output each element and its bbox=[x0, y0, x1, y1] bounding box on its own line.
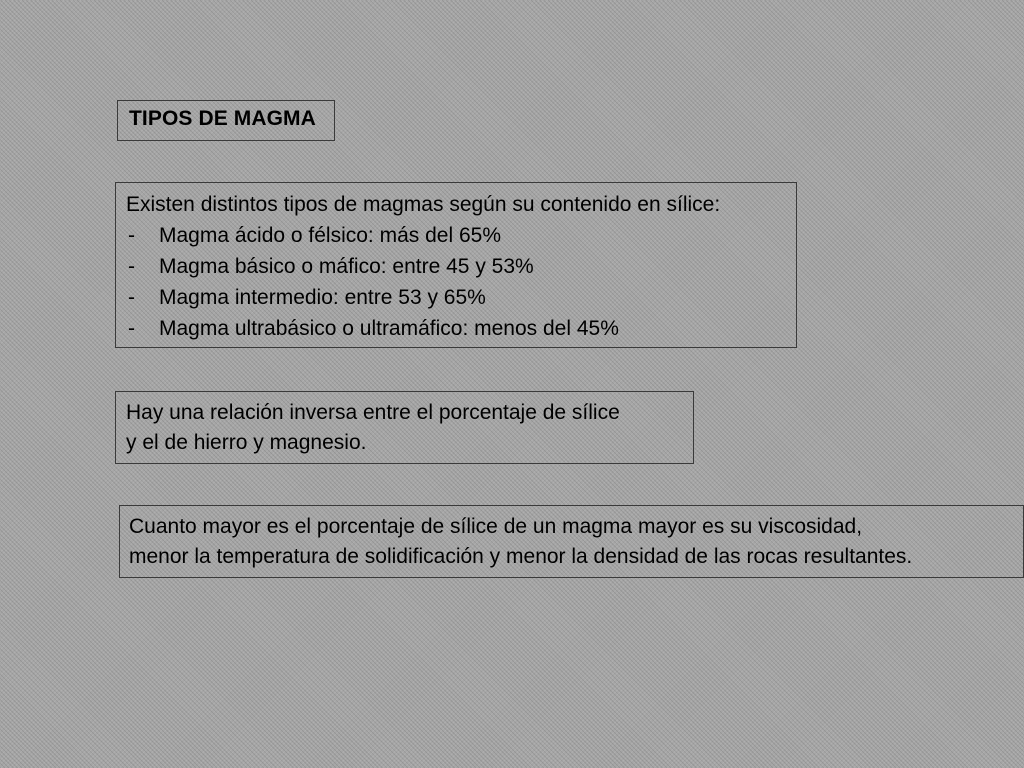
list-bullet: - bbox=[128, 224, 135, 247]
viscosity-text-line: menor la temperatura de solidificación y menor la densidad de las rocas resultantes. bbox=[129, 545, 913, 568]
list-item-text: Magma ultrabásico o ultramáfico: menos del 45% bbox=[159, 317, 619, 340]
list-bullet: - bbox=[128, 317, 135, 340]
list-item-text: Magma intermedio: entre 53 y 65% bbox=[159, 286, 486, 309]
list-bullet: - bbox=[128, 286, 135, 309]
relation-text-line: y el de hierro y magnesio. bbox=[126, 431, 367, 454]
list-item bbox=[126, 220, 796, 251]
list-item bbox=[126, 282, 796, 313]
relation-box bbox=[115, 391, 694, 464]
magma-types-intro: Existen distintos tipos de magmas según su contenido en sílice: bbox=[126, 193, 721, 216]
viscosity-text-line: Cuanto mayor es el porcentaje de sílice de un magma mayor es su viscosidad, bbox=[129, 515, 863, 538]
magma-types-box bbox=[115, 182, 797, 348]
title-box bbox=[117, 100, 335, 141]
magma-types-list bbox=[126, 220, 796, 344]
list-item-text: Magma básico o máfico: entre 45 y 53% bbox=[159, 255, 534, 278]
list-bullet: - bbox=[128, 255, 135, 278]
slide-title: TIPOS DE MAGMA bbox=[129, 107, 316, 130]
relation-text-line: Hay una relación inversa entre el porcentaje de sílice bbox=[126, 401, 620, 424]
list-item-text: Magma ácido o félsico: más del 65% bbox=[159, 224, 501, 247]
list-item bbox=[126, 313, 796, 344]
viscosity-box bbox=[119, 505, 1024, 578]
list-item bbox=[126, 251, 796, 282]
